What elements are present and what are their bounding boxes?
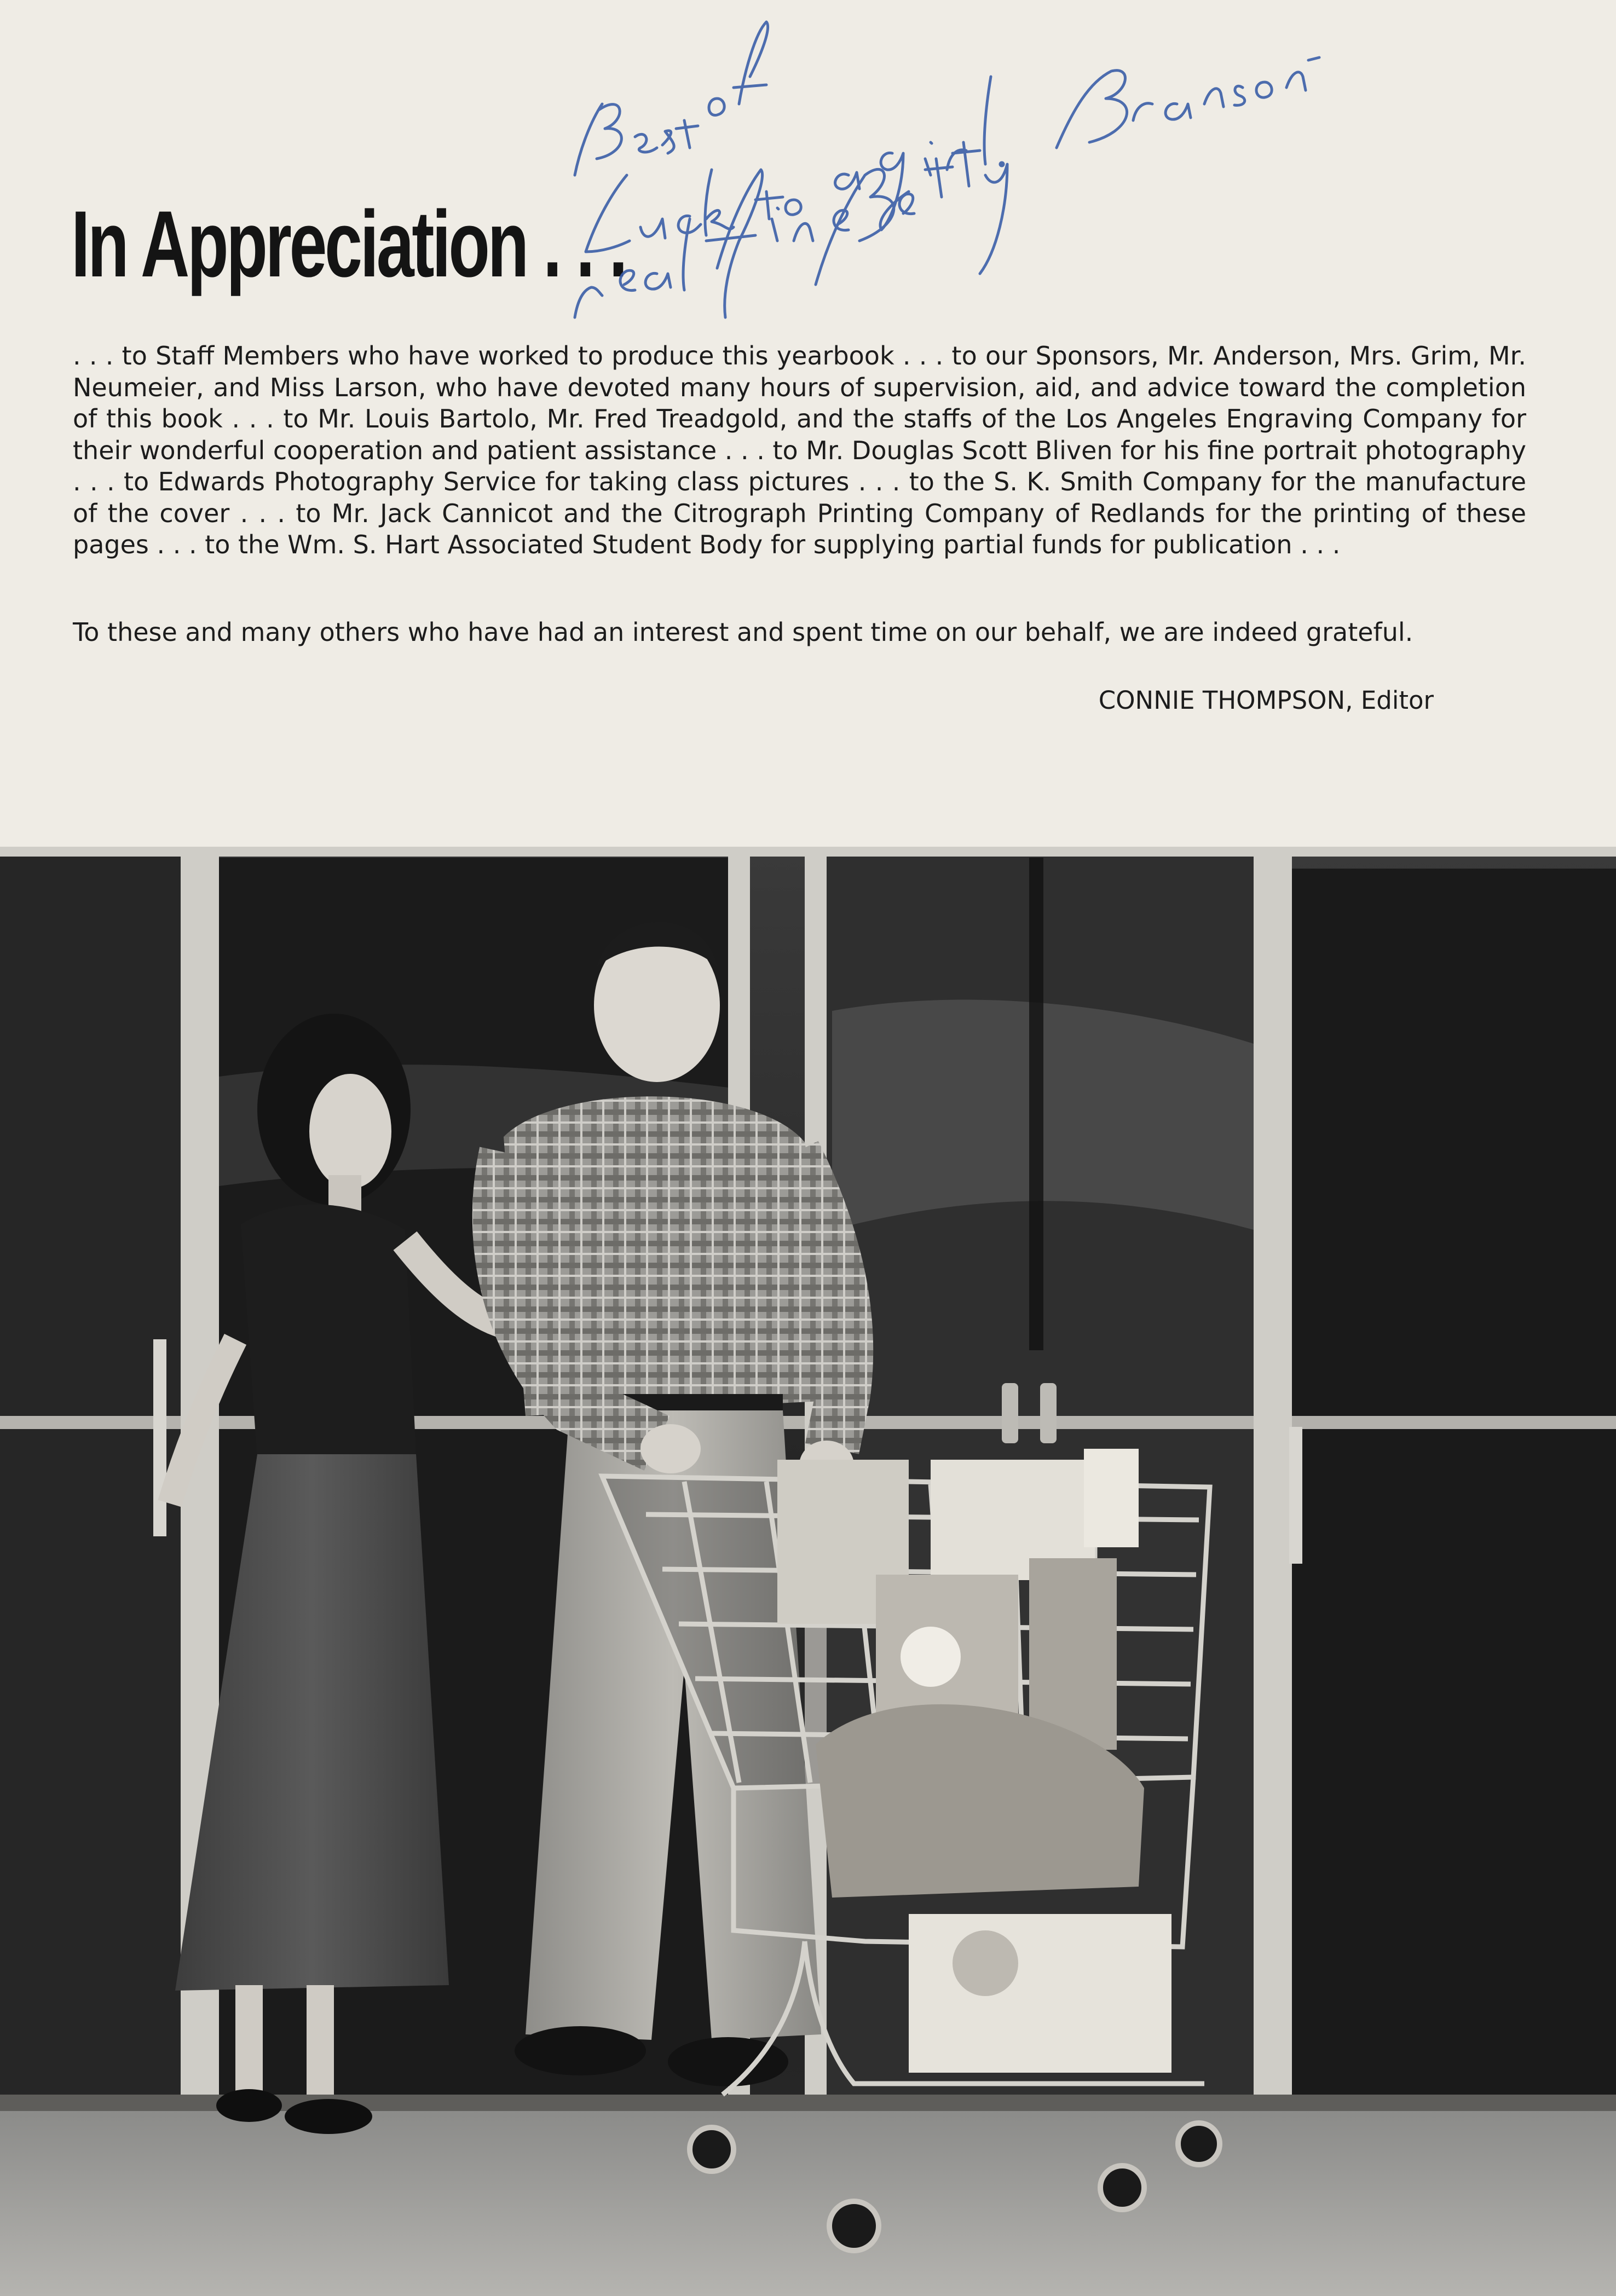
acknowledgement-text: . . . to Staff Members who have worked to produce this yearbook . . . to our Sponsors, Mr. Anderson, Mrs. Grim, Mr. Neumeier, and Miss Larson, who have devoted many hours of supervision, aid, and advice toward the completion of this book . . . to Mr. Louis Bartolo, Mr. Fred Treadgold, and the staffs of the Los Angeles Engraving Company for their wonderful cooperation and patient assistance . . . to Mr. Douglas Scott Bliven for his fine portrait photography . . . to Edwards Photography Service for taking class pictures . . . to the S. K. Smith Company for the manufacture of the cover . . . to Mr. Jack Cannicot and the Citrograph Printing Company of Redlands for the printing of these pages . . . to the Wm. S. Hart Associated Student Body for supplying partial funds for publication . . . <box>73 341 1526 559</box>
handwritten-autograph <box>509 11 1330 350</box>
editor-signature: CONNIE THOMPSON, Editor <box>1098 686 1434 715</box>
acknowledgement-paragraph <box>73 340 1526 561</box>
photograph-shopping-cart <box>0 847 1616 2296</box>
closing-sentence: To these and many others who have had an interest and spent time on our behalf, we are indeed grateful. <box>73 617 1413 647</box>
page-title: In Appreciation . . . <box>71 192 626 297</box>
